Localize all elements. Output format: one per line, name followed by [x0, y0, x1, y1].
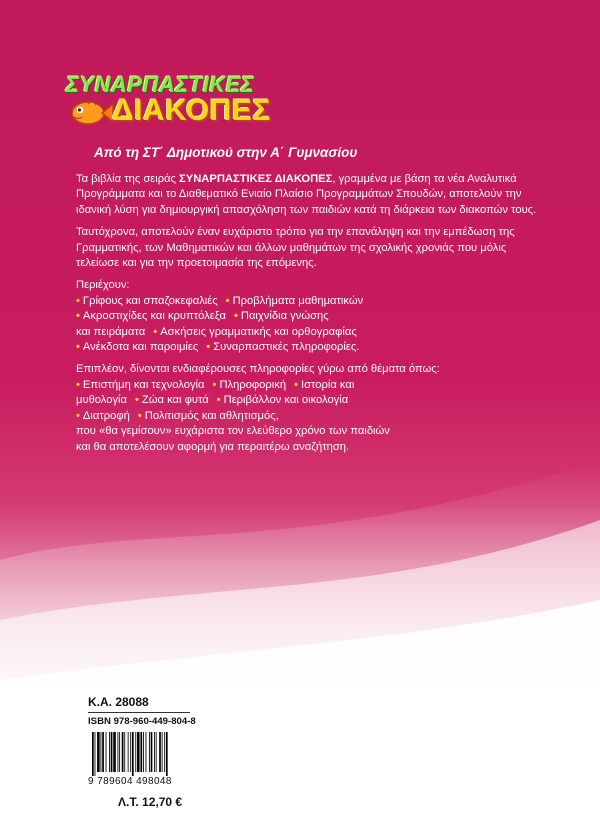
list-item	[76, 294, 546, 309]
bullet-icon: •	[233, 310, 238, 323]
list-item	[76, 340, 546, 355]
contents-list	[76, 278, 546, 355]
barcode-bar	[122, 732, 124, 772]
info-item-8: Πολιτισμός και αθλητισμός,	[144, 409, 279, 422]
info-heading: Επιπλέον, δίνονται ενδιαφέρουσες πληροφορίες γύρω από θέματα όπως:	[76, 363, 440, 376]
list-item	[76, 309, 546, 324]
info-closing-2: και θα αποτελέσουν αφορμή για περαιτέρω αναζήτηση.	[76, 440, 350, 453]
subtitle: Από τη ΣΤ΄ Δημοτικού στην Α΄ Γυμνασίου	[94, 145, 358, 160]
barcode-bar	[118, 732, 119, 772]
barcode-bar	[154, 732, 155, 772]
bullet-icon: •	[76, 294, 80, 307]
isbn: ISBN 978-960-449-804-8	[88, 716, 196, 727]
series-name: ΣΥΝΑΡΠΑΣΤΙΚΕΣ ΔΙΑΚΟΠΕΣ	[179, 173, 333, 185]
barcode-bar	[151, 732, 153, 772]
barcode-bar	[113, 732, 116, 772]
contents-item-1: Γρίφους και σπαζοκεφαλιές	[82, 294, 218, 307]
info-item-6: Περιβάλλον και οικολογία	[223, 394, 349, 407]
barcode-bar	[111, 732, 113, 772]
barcode-bar	[124, 732, 125, 772]
list-item	[76, 409, 546, 424]
info-item-4: μυθολογία	[76, 394, 127, 407]
logo-line1: ΣΥΝΑΡΠΑΣΤΙΚΕΣ	[66, 72, 255, 97]
logo-line2: ΔΙΑΚΟΠΕΣ	[112, 94, 271, 127]
bullet-icon: •	[135, 394, 139, 407]
barcode-bar	[164, 732, 165, 772]
barcode-bar	[140, 732, 142, 772]
bullet-icon: •	[225, 294, 230, 307]
paragraph-1	[76, 172, 546, 218]
bullet-icon: •	[76, 378, 80, 391]
info-item-7: Διατροφή	[82, 409, 130, 422]
info-item-2: Πληροφορική	[219, 378, 287, 391]
barcode-bar	[143, 732, 144, 772]
bullet-icon: •	[76, 310, 80, 323]
description	[76, 172, 546, 462]
barcode-number: 9 789604 498048	[88, 776, 172, 787]
barcode-bar	[137, 732, 140, 772]
list-item	[76, 393, 546, 408]
paragraph-1-after: , γραμμένα με βάση τα νέα Αναλυτικά Προγράμματα και το Διαθεματικό Ενιαίο Πλαίσιο Προγραμμάτων Σπουδών, αποτελούν την ιδανική λύση για δημιουργική απασχόληση των παιδιών κατά τη διάρκεια των διακοπών τους.	[76, 173, 537, 216]
bullet-icon: •	[216, 394, 221, 407]
bullet-icon: •	[153, 325, 158, 338]
barcode-bar	[106, 732, 107, 772]
barcode-bar	[162, 732, 163, 772]
barcode-bar	[132, 732, 134, 776]
info-list	[76, 362, 546, 454]
contents-item-7: Ανέκδοτα και παροιμίες	[82, 341, 199, 354]
info-item-5: Ζώα και φυτά	[141, 394, 209, 407]
barcode-bar	[135, 732, 136, 772]
catalog-code: Κ.Α. 28088	[88, 695, 149, 709]
paragraph-2: Ταυτόχρονα, αποτελούν έναν ευχάριστο τρόπο για την επανάληψη και την εμπέδωση της Γραμματικής, των Μαθηματικών και άλλων μαθημάτων της σχολικής χρονιάς που μόλις τελείωσε και για την προετοιμασία της επόμενης.	[76, 226, 515, 270]
barcode-bar	[109, 732, 110, 772]
contents-item-8: Συναρπαστικές πληροφορίες.	[213, 341, 360, 354]
barcode-bar	[95, 732, 96, 776]
info-item-1: Επιστήμη και τεχνολογία	[82, 378, 205, 391]
bullet-icon: •	[137, 409, 142, 422]
series-logo	[66, 72, 286, 132]
contents-item-4: Παιχνίδια γνώσης	[240, 310, 329, 323]
barcode-bar	[128, 732, 129, 772]
barcode-bar	[149, 732, 150, 772]
bullet-icon: •	[294, 378, 298, 391]
barcode-bar	[119, 732, 120, 772]
price: Λ.Τ. 12,70 €	[118, 795, 183, 809]
bullet-icon: •	[212, 378, 217, 391]
fish-icon	[66, 98, 114, 128]
list-item	[76, 378, 546, 393]
barcode	[88, 730, 200, 776]
barcode-bar	[92, 732, 94, 776]
barcode-bar	[102, 732, 104, 772]
info-closing-1: που «θα γεμίσουν» ευχάριστα τον ελεύθερο χρόνο των παιδιών	[76, 425, 390, 438]
barcode-bar	[130, 732, 131, 772]
bullet-icon: •	[76, 409, 80, 422]
bullet-icon: •	[76, 341, 80, 354]
barcode-bar	[159, 732, 161, 772]
contents-item-3: Ακροστιχίδες και κρυπτόλεξα	[82, 310, 226, 323]
contents-item-2: Προβλήματα μαθηματικών	[232, 294, 364, 307]
info-item-3: Ιστορία και	[300, 378, 355, 391]
list-item	[76, 325, 546, 340]
bullet-icon: •	[206, 341, 211, 354]
divider	[88, 712, 190, 713]
barcode-bar	[166, 732, 168, 776]
contents-item-6: Ασκήσεις γραμματικής και ορθογραφίας	[160, 325, 357, 338]
barcode-bar	[146, 732, 147, 772]
contents-heading: Περιέχουν:	[76, 279, 130, 292]
contents-item-5: και πειράματα	[76, 325, 146, 338]
barcode-bar	[97, 732, 100, 772]
barcode-bar	[156, 732, 157, 772]
barcode-bar	[101, 732, 102, 772]
paragraph-1-before: Τα βιβλία της σειράς	[76, 173, 180, 185]
